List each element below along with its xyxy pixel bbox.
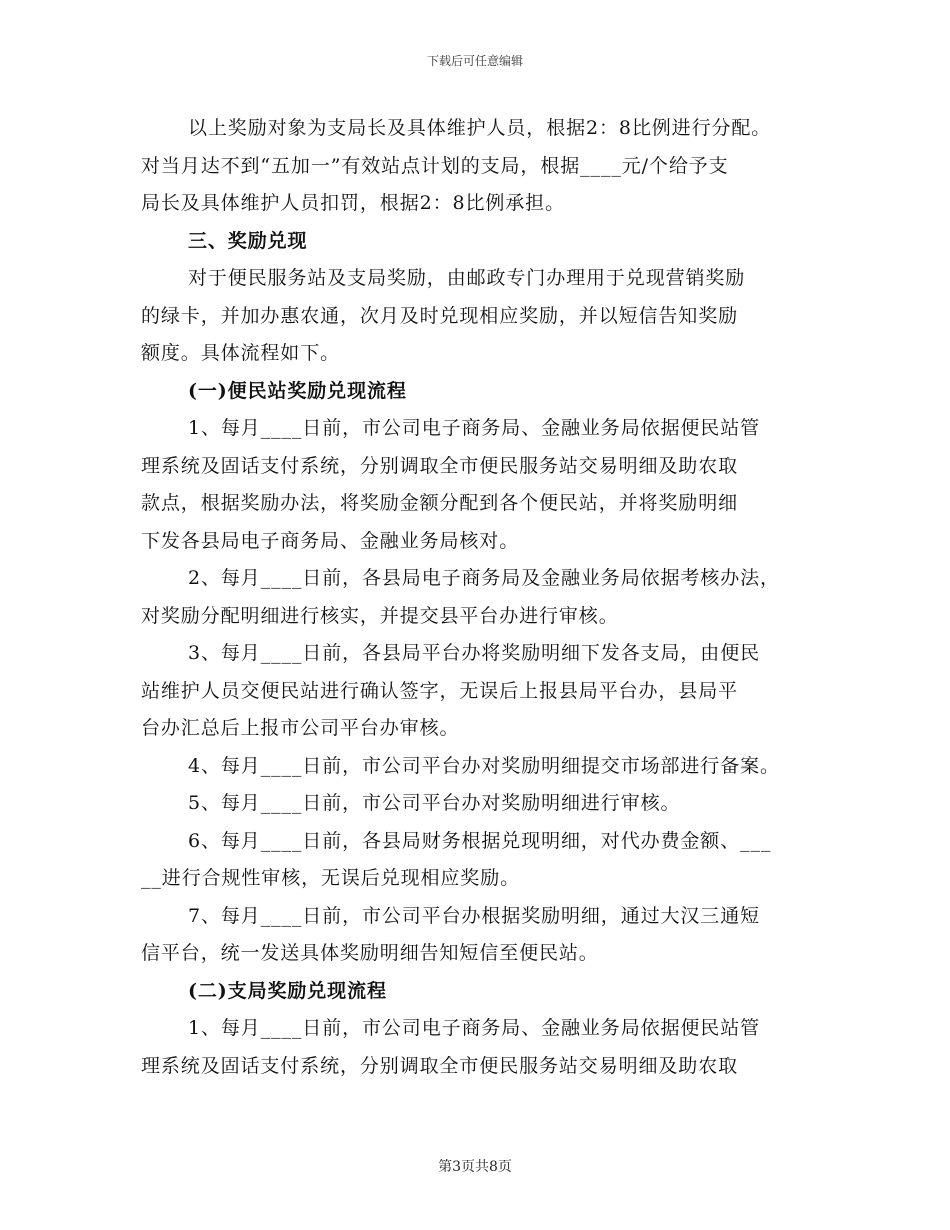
paragraph-line: 6、每月____日前，各县局财务根据兑现明细，对代办费金额、___ (188, 830, 772, 852)
paragraph-line: 4、每月____日前，市公司平台办对奖励明细提交市场部进行备案。 (188, 755, 780, 777)
paragraph-line: 款点，根据奖励办法，将奖励金额分配到各个便民站，并将奖励明细 (141, 492, 739, 514)
paragraph-line: 7、每月____日前，市公司平台办根据奖励明细，通过大汉三通短 (188, 905, 760, 927)
paragraph-line: 局长及具体维护人员扣罚，根据2：8比例承担。 (141, 192, 565, 214)
page-number: 第3页共8页 (438, 1159, 512, 1175)
paragraph-line: 信平台，统一发送具体奖励明细告知短信至便民站。 (141, 942, 599, 964)
paragraph-line: 以上奖励对象为支局长及具体维护人员，根据2：8比例进行分配。 (188, 117, 772, 139)
paragraph-line: 理系统及固话支付系统，分别调取全市便民服务站交易明细及助农取 (141, 1055, 739, 1077)
paragraph-line: 对奖励分配明细进行核实，并提交县平台办进行审核。 (141, 605, 619, 627)
subsection-heading: (二)支局奖励兑现流程 (188, 980, 387, 1002)
paragraph-line: 5、每月____日前，市公司平台办对奖励明细进行审核。 (188, 792, 681, 814)
subsection-heading: (一)便民站奖励兑现流程 (188, 380, 407, 402)
paragraph-line: 1、每月____日前，市公司电子商务局、金融业务局依据便民站管 (188, 1017, 760, 1039)
paragraph-line: 的绿卡，并加办惠农通，次月及时兑现相应奖励，并以短信告知奖励 (141, 305, 739, 327)
paragraph-line: 额度。具体流程如下。 (141, 342, 341, 364)
section-heading: 三、奖励兑现 (188, 230, 308, 252)
paragraph-line: 对当月达不到“五加一”有效站点计划的支局，根据____元/个给予支 (141, 155, 729, 177)
paragraph-line: 1、每月____日前，市公司电子商务局、金融业务局依据便民站管 (188, 417, 760, 439)
paragraph-line: 2、每月____日前，各县局电子商务局及金融业务局依据考核办法， (188, 567, 780, 589)
paragraph-line: 下发各县局电子商务局、金融业务局核对。 (141, 530, 520, 552)
header-note: 下载后可任意编辑 (426, 54, 523, 68)
paragraph-line: 台办汇总后上报市公司平台办审核。 (141, 717, 460, 739)
paragraph-line: __进行合规性审核，无误后兑现相应奖励。 (141, 867, 521, 889)
paragraph-line: 对于便民服务站及支局奖励，由邮政专门办理用于兑现营销奖励 (188, 267, 746, 289)
paragraph-line: 理系统及固话支付系统，分别调取全市便民服务站交易明细及助农取 (141, 455, 739, 477)
paragraph-line: 3、每月____日前，各县局平台办将奖励明细下发各支局，由便民 (188, 642, 760, 664)
paragraph-line: 站维护人员交便民站进行确认签字，无误后上报县局平台办，县局平 (141, 680, 739, 702)
